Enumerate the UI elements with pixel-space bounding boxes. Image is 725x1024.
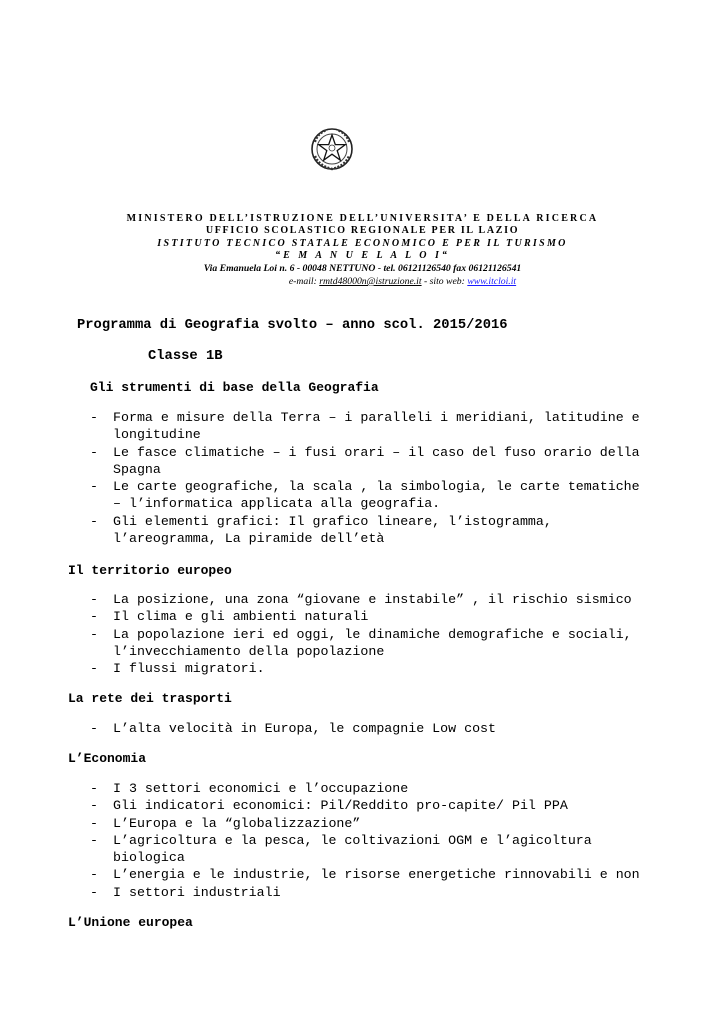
- list-item: - Il clima e gli ambienti naturali: [90, 608, 632, 625]
- list-item: - I 3 settori economici e l’occupazione: [90, 780, 640, 797]
- list-item: - L’energia e le industrie, le risorse energetiche rinnovabili e non: [90, 866, 640, 883]
- site-label: - sito web:: [421, 276, 468, 287]
- section-heading: Gli strumenti di base della Geografia: [90, 380, 379, 395]
- list-item: - L’agricoltura e la pesca, le coltivazioni OGM e l’agicoltura biologica: [90, 832, 640, 867]
- list-item: - La popolazione ieri ed oggi, le dinamiche demografiche e sociali, l’invecchiamento della popolazione: [90, 626, 632, 661]
- address-line: Via Emanuela Loi n. 6 - 00048 NETTUNO - tel. 06121126540 fax 06121126541: [203, 263, 522, 274]
- section-list: [90, 591, 632, 677]
- section-heading: L’Unione europea: [68, 915, 193, 930]
- email-label: e-mail:: [288, 276, 320, 287]
- section-list: [90, 409, 640, 547]
- website-link[interactable]: www.itcloi.it: [467, 276, 517, 287]
- school-name: “E M A N U E L A L O I“: [275, 250, 450, 261]
- list-item: - Forma e misure della Terra – i paralleli i meridiani, latitudine e longitudine: [90, 409, 640, 444]
- list-item: - L’alta velocità in Europa, le compagnie Low cost: [90, 720, 496, 737]
- office-line: UFFICIO SCOLASTICO REGIONALE PER IL LAZIO: [205, 225, 520, 236]
- section-list: [90, 720, 496, 737]
- list-item: - Le fasce climatiche – i fusi orari – il caso del fuso orario della Spagna: [90, 444, 640, 479]
- list-item: - L’Europa e la “globalizzazione”: [90, 815, 640, 832]
- republic-emblem-icon: [309, 126, 355, 172]
- section-heading: La rete dei trasporti: [68, 691, 232, 706]
- list-item: - Gli elementi grafici: Il grafico lineare, l’istogramma, l’areogramma, La piramide dell’età: [90, 513, 640, 548]
- list-item: - I settori industriali: [90, 884, 640, 901]
- ministry-line: MINISTERO DELL’ISTRUZIONE DELL’UNIVERSITA’ E DELLA RICERCA: [126, 213, 599, 224]
- list-item: - Gli indicatori economici: Pil/Reddito pro-capite/ Pil PPA: [90, 797, 640, 814]
- email-link[interactable]: rmtd48000n@istruzione.it: [319, 276, 422, 287]
- section-heading: Il territorio europeo: [68, 563, 232, 578]
- page-title: Programma di Geografia svolto – anno scol. 2015/2016: [77, 318, 508, 333]
- section-list: [90, 780, 640, 901]
- class-label: Classe 1B: [148, 349, 223, 364]
- list-item: - Le carte geografiche, la scala , la simbologia, le carte tematiche – l’informatica applicata alla geografia.: [90, 478, 640, 513]
- contact-line: [0, 276, 725, 288]
- institute-line: ISTITUTO TECNICO STATALE ECONOMICO E PER IL TURISMO: [157, 238, 568, 249]
- list-item: - I flussi migratori.: [90, 660, 632, 677]
- list-item: - La posizione, una zona “giovane e instabile” , il rischio sismico: [90, 591, 632, 608]
- section-heading: L’Economia: [68, 751, 147, 766]
